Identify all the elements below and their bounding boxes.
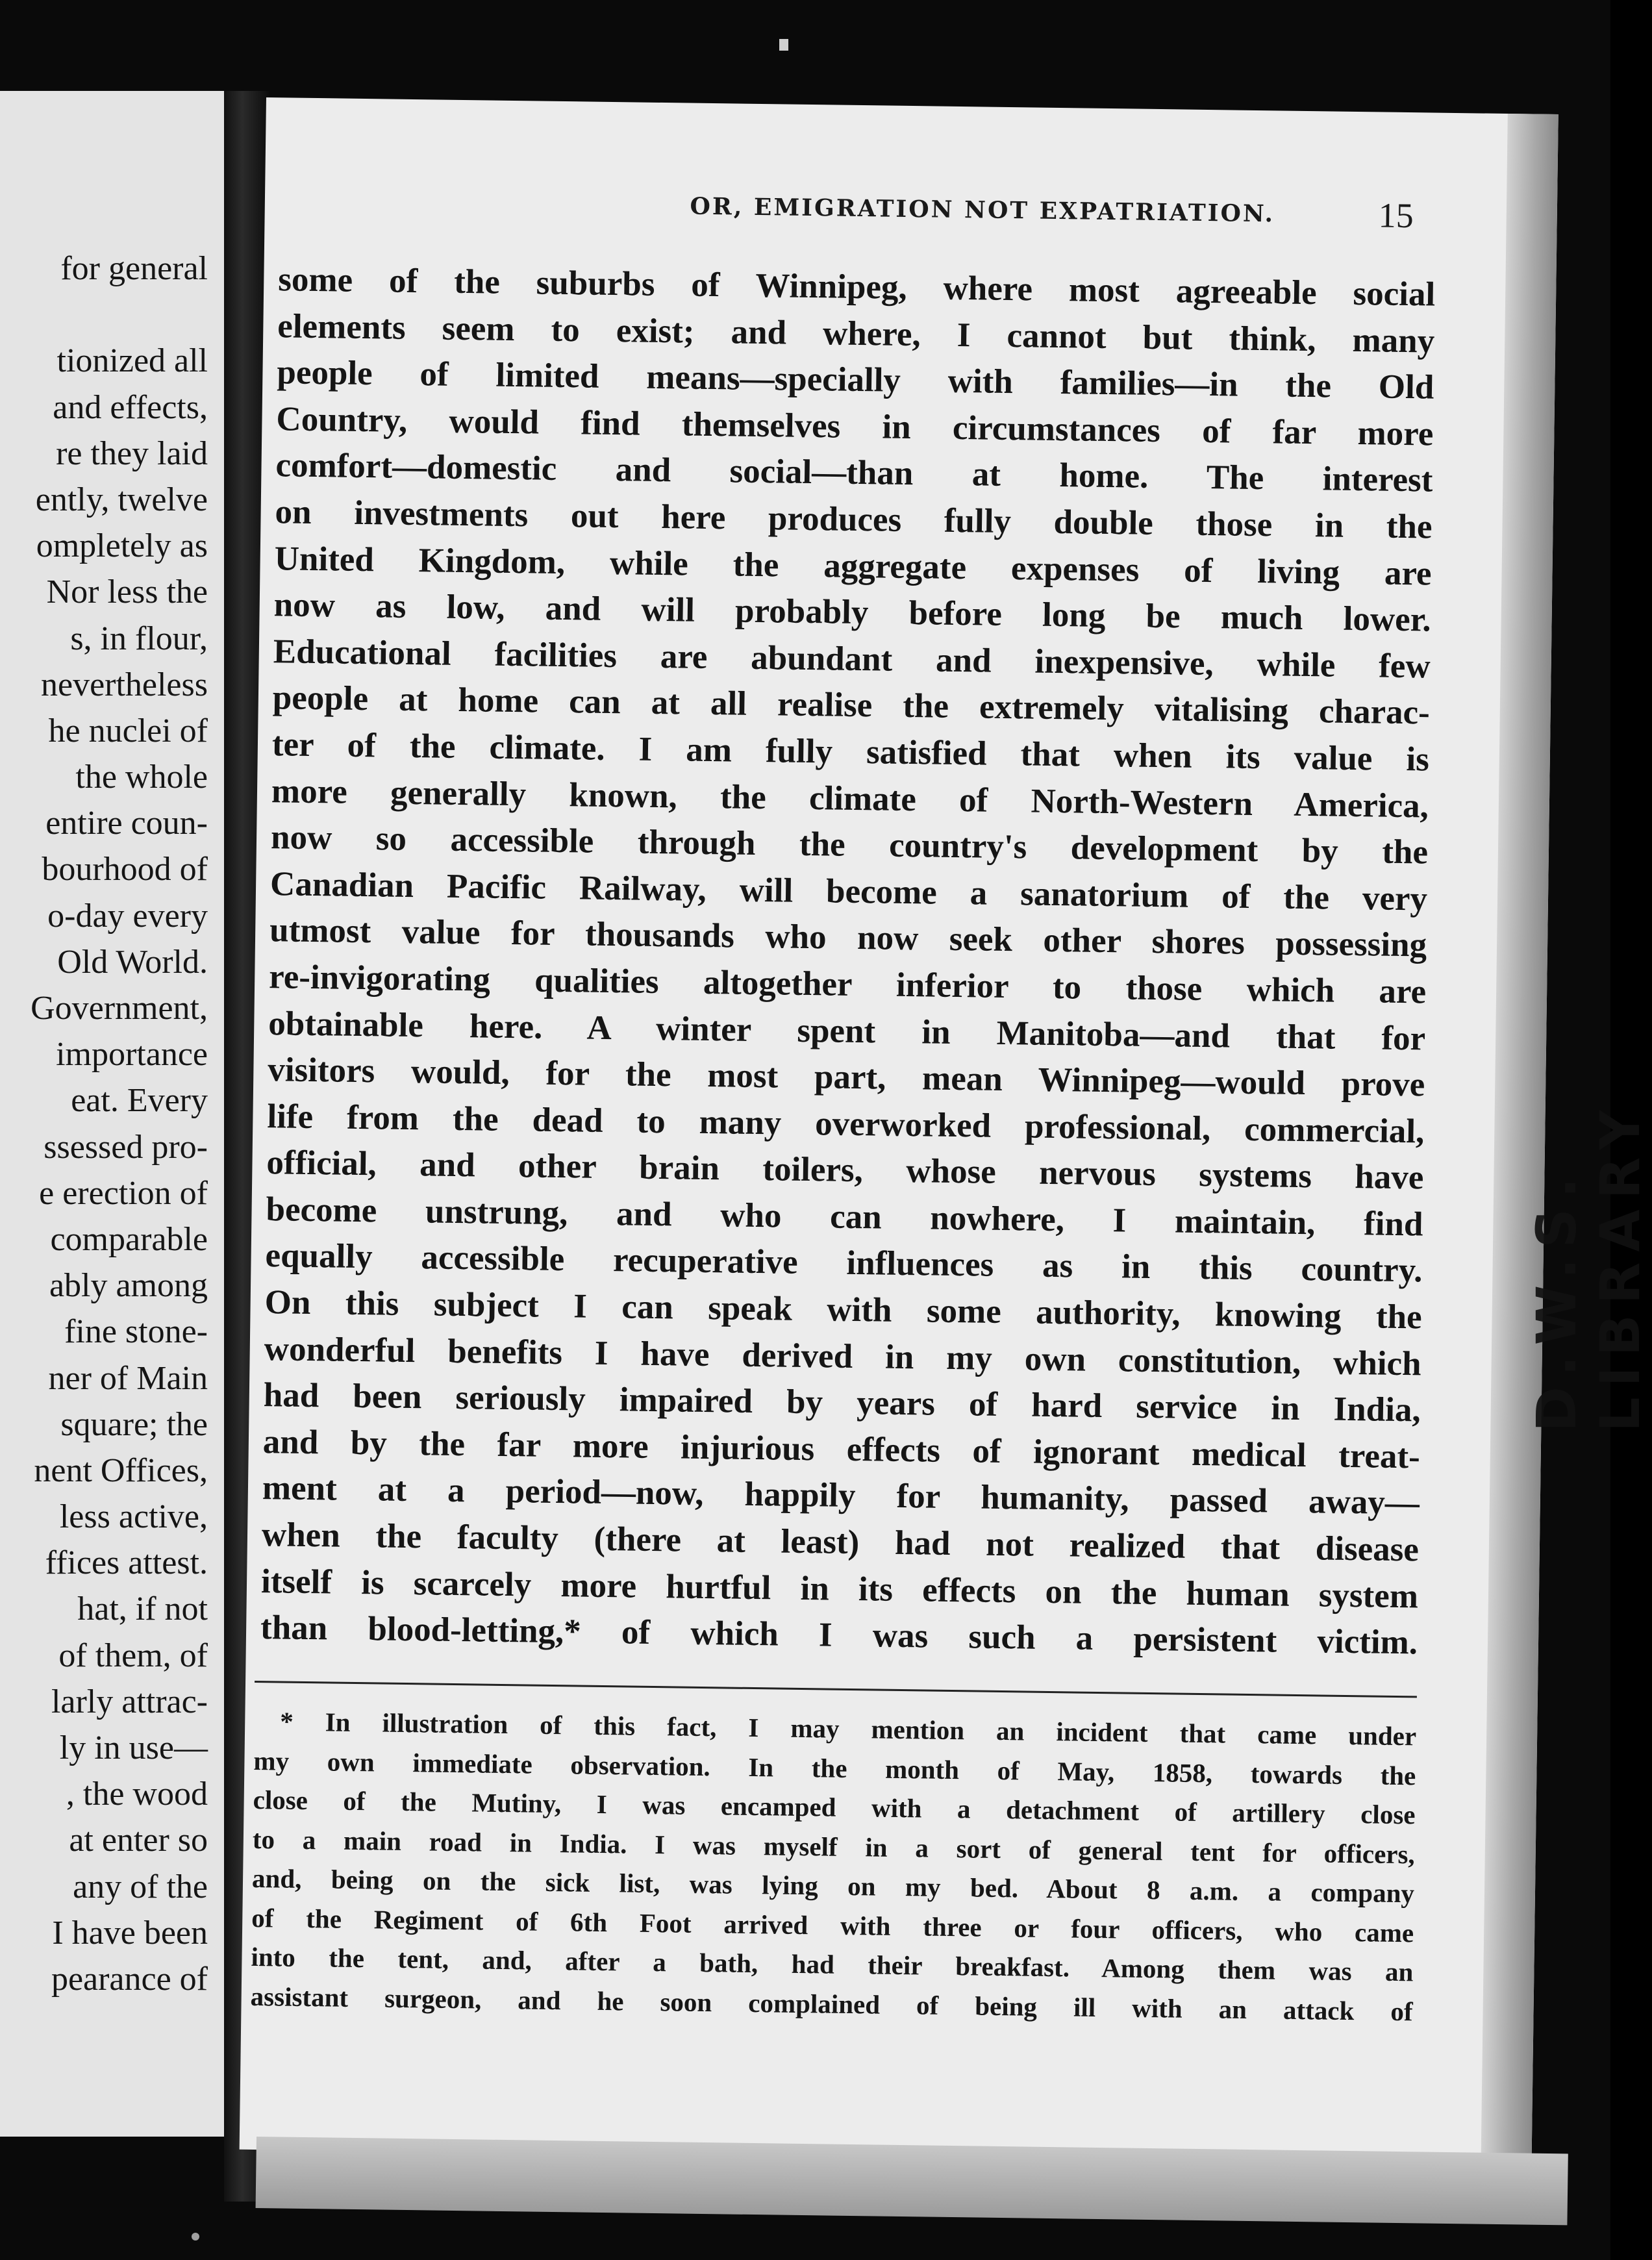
book-page: [240, 97, 1558, 2166]
previous-page-line: and effects,: [53, 388, 208, 426]
text-line: more generally known, the climate of North-Western America,: [271, 772, 1429, 825]
previous-page-line: I have been: [52, 1914, 208, 1952]
text-line: now so accessible through the country's development by the: [270, 818, 1429, 872]
footnote-line: of the Regiment of 6th Foot arrived with three or four officers, who came: [251, 1902, 1414, 1948]
previous-page-line: fine stone-: [64, 1313, 208, 1351]
previous-page-line: tionized all: [56, 342, 208, 380]
previous-page-line: ssessed pro-: [44, 1128, 208, 1166]
footnote-line: assistant surgeon, and he soon complained of being ill with an attack of: [250, 1981, 1413, 2026]
previous-page-line: ly in use—: [59, 1729, 208, 1766]
text-line: ment at a period—now, happily for humanity, passed away—: [262, 1469, 1420, 1522]
previous-page-line: entire coun-: [45, 805, 208, 842]
previous-page-line: the whole: [75, 759, 208, 796]
footnote-line: my own immediate observation. In the month of May, 1858, towards the: [253, 1745, 1416, 1790]
text-line: On this subject I can speak with some authority, knowing the: [264, 1283, 1422, 1337]
previous-page-edge: [0, 91, 224, 2137]
previous-page-line: nent Offices,: [34, 1451, 208, 1489]
text-line: comfort—domestic and social—than at home. The interest: [275, 446, 1433, 499]
text-line: on investments out here produces fully double those in the: [275, 493, 1433, 546]
previous-page-line: any of the: [73, 1868, 208, 1905]
previous-page-line: hat, if not: [77, 1590, 208, 1628]
previous-page-line: at enter so: [69, 1822, 208, 1859]
previous-page-line: larly attrac-: [51, 1683, 208, 1720]
footnote-line: and, being on the sick list, was lying on my bed. About 8 a.m. a company: [251, 1863, 1415, 1909]
text-line: when the faculty (there at least) had not realized that disease: [261, 1516, 1420, 1569]
previous-page-line: for general: [60, 250, 208, 287]
previous-page-line: importance: [56, 1036, 208, 1074]
previous-page-line: s, in flour,: [70, 620, 208, 657]
text-line: now as low, and will probably before long be much lower.: [273, 586, 1431, 639]
previous-page-line: pearance of: [51, 1960, 208, 1998]
scan-speck: [192, 2233, 199, 2241]
text-line: re-invigorating qualities altogether inferior to those which are: [268, 958, 1427, 1011]
text-line: had been seriously impaired by years of hard service in India,: [263, 1376, 1421, 1429]
previous-page-line: comparable: [50, 1220, 208, 1258]
previous-page-line: ffices attest.: [45, 1544, 208, 1582]
text-line: some of the suburbs of Winnipeg, where most agreeable social: [277, 260, 1436, 314]
previous-page-line: [0, 292, 208, 338]
text-line: people at home can at all realise the extremely vitalising charac-: [272, 679, 1431, 732]
previous-page-line: ompletely as: [36, 527, 208, 565]
previous-page-line: nevertheless: [40, 666, 208, 703]
previous-page-text: [0, 245, 208, 2002]
library-stamp: D.W.S. LIBRARY: [1525, 1099, 1652, 1432]
text-line: United Kingdom, while the aggregate expenses of living are: [274, 539, 1432, 593]
text-line: visitors would, for the most part, mean Winnipeg—would prove: [268, 1051, 1425, 1104]
previous-page-line: ner of Main: [48, 1359, 208, 1397]
previous-page-line: o-day every: [47, 897, 208, 935]
previous-page-line: re they laid: [56, 434, 208, 472]
text-line: elements seem to exist; and where, I cannot but think, many: [277, 307, 1435, 360]
text-line: and by the far more injurious effects of ignorant medical treat-: [262, 1422, 1421, 1476]
text-line: Country, would find themselves in circumstances of far more: [276, 400, 1434, 453]
text-line: life from the dead to many overworked professional, commercial,: [267, 1097, 1425, 1151]
previous-page-line: ently, twelve: [35, 481, 208, 518]
scan-speck: [779, 39, 788, 51]
previous-page-line: square; the: [60, 1405, 208, 1443]
footnote-divider: [255, 1681, 1417, 1698]
text-line: people of limited means—specially with families—in the Old: [277, 353, 1434, 407]
body-text: [260, 257, 1436, 1666]
footnote: [250, 1701, 1416, 2031]
text-line: Canadian Pacific Railway, will become a sanatorium of the very: [269, 864, 1428, 918]
previous-page-line: ably among: [49, 1267, 208, 1305]
running-head: OR, EMIGRATION NOT EXPATRIATION.: [690, 192, 1275, 228]
text-line: ter of the climate. I am fully satisfied that when its value is: [271, 725, 1430, 779]
previous-page-line: bourhood of: [42, 851, 208, 888]
text-line: obtainable here. A winter spent in Manitoba—and that for: [268, 1004, 1426, 1057]
footnote-line: into the tent, and, after a bath, had their breakfast. Among them was an: [251, 1941, 1414, 1987]
page-number: 15: [1378, 195, 1414, 236]
previous-page-line: he nuclei of: [48, 712, 208, 749]
previous-page-line: , the wood: [66, 1776, 208, 1813]
footnote-line: close of the Mutiny, I was encamped with a detachment of artillery close: [253, 1784, 1416, 1830]
footnote-line: * In illustration of this fact, I may mention an incident that came under: [279, 1706, 1417, 1752]
previous-page-line: Government,: [31, 990, 208, 1027]
text-line: utmost value for thousands who now seek other shores possessing: [269, 911, 1427, 964]
footnote-line: to a main road in India. I was myself in a sort of general tent for officers,: [252, 1824, 1416, 1869]
text-line: become unstrung, and who can nowhere, I maintain, find: [266, 1190, 1423, 1244]
previous-page-line: less active,: [59, 1498, 208, 1536]
previous-page-line: eat. Every: [71, 1082, 208, 1120]
text-line: than blood-letting,* of which I was such a persistent victim.: [260, 1609, 1418, 1662]
text-line: Educational facilities are abundant and inexpensive, while few: [273, 632, 1431, 686]
previous-page-line: e erection of: [39, 1174, 208, 1212]
text-line: official, and other brain toilers, whose nervous systems have: [266, 1144, 1424, 1197]
text-line: itself is scarcely more hurtful in its effects on the human system: [260, 1562, 1419, 1616]
previous-page-line: Old World.: [57, 943, 208, 981]
text-line: equally accessible recuperative influences as in this country.: [265, 1237, 1423, 1290]
previous-page-line: of them, of: [58, 1637, 208, 1674]
previous-page-line: Nor less the: [46, 573, 208, 611]
text-line: wonderful benefits I have derived in my own constitution, which: [264, 1329, 1422, 1383]
